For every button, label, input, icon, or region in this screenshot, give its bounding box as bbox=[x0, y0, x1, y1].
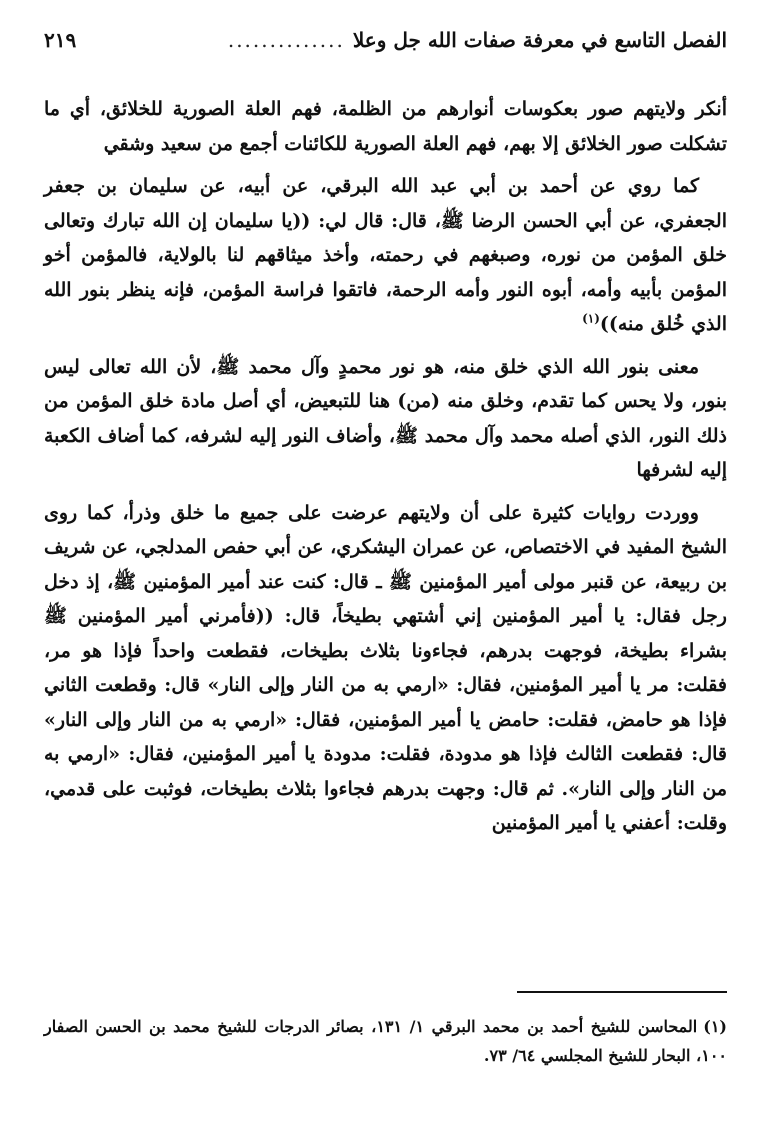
paragraph-text: ووردت روايات كثيرة على أن ولايتهم عرضت على جميع ما خلق وذرأ، كما روى الشيخ المفيد في الاختصاص، عن عمران اليشكري، عن أبي حفص المدلجي، عن شريف بن ربيعة، عن قنبر مولى أمير المؤمنين ﷺ ـ قال: كنت عند أمير المؤمنين ﷺ، إذ دخل رجل فقال: يا أمير المؤمنين إني أشتهي بطيخاً، قال: ((فأمرني أمير المؤمنين ﷺ بشراء بطيخة، فوجهت بدرهم، فجاءونا بثلاث بطيخات، فقطعت واحداً فإذا هو مر، فقلت: مر يا أمير المؤمنين، فقال: «ارمي به من النار وإلى النار» قال: وقطعت الثاني فإذا هو حامض، فقلت: حامض يا أمير المؤمنين، فقال: «ارمي به من النار وإلى النار» قال: فقطعت الثالث فإذا هو مدودة، فقلت: مدودة يا أمير المؤمنين، فقال: «ارمي به من النار وإلى النار». ثم قال: وجهت بدرهم فجاءوا بثلاث بطيخات، فوثبت على قدمي، وقلت: أعفني يا أمير المؤمنين bbox=[44, 501, 727, 834]
book-page bbox=[44, 28, 727, 1108]
paragraph-text: كما روي عن أحمد بن أبي عبد الله البرقي، عن أبيه، عن سليمان بن جعفر الجعفري، عن أبي الحسن الرضا ﷺ، قال: قال لي: ((يا سليمان إن الله تبارك وتعالى خلق المؤمن من نوره، وصبغهم في رحمته، وأخذ ميثاقهم لنا بالولاية، فالمؤمن أخو المؤمن بأبيه وأمه، أبوه النور وأمه الرحمة، فاتقوا فراسة المؤمن، فإنه ينظر بنور الله الذي خُلق منه)) bbox=[44, 175, 727, 335]
page-number: ٢١٩ bbox=[44, 28, 77, 52]
paragraph bbox=[44, 496, 727, 841]
footnote-marker: (١) bbox=[703, 1017, 727, 1036]
footnote-text: المحاسن للشيخ أحمد بن محمد البرقي ١/ ١٣١، بصائر الدرجات للشيخ محمد بن الحسن الصفار ١٠٠، البحار للشيخ المجلسي ٦٤/ ٧٣. bbox=[44, 1017, 727, 1065]
footnote bbox=[44, 1012, 727, 1070]
paragraph bbox=[44, 169, 727, 342]
main-text bbox=[44, 92, 727, 841]
leader-dots: .............. bbox=[227, 28, 345, 52]
footnotes bbox=[44, 1012, 727, 1070]
chapter-title: الفصل التاسع في معرفة صفات الله جل وعلا bbox=[352, 28, 727, 52]
footnote-reference[interactable]: (١) bbox=[582, 311, 600, 326]
paragraph-text: معنى بنور الله الذي خلق منه، هو نور محمدٍ وآل محمد ﷺ، لأن الله تعالى ليس بنور، ولا يحس كما تقدم، وخلق منه (من) هنا للتبعيض، أي أصل مادة خلق المؤمن من ذلك النور، الذي أصله محمد وآل محمد ﷺ، وأضاف النور إليه لشرفه، كما أضاف الكعبة إليه لشرفها bbox=[44, 355, 727, 481]
paragraph-text: أنكر ولايتهم صور بعكوسات أنوارهم من الظلمة، فهم العلة الصورية للخلائق، أي ما تشكلت صور الخلائق إلا بهم، فهم العلة الصورية للكائنات أجمع من سعيد وشقي bbox=[44, 98, 727, 155]
paragraph bbox=[44, 350, 727, 488]
paragraph bbox=[44, 92, 727, 161]
footnote-divider bbox=[517, 991, 727, 993]
running-head bbox=[44, 28, 727, 68]
